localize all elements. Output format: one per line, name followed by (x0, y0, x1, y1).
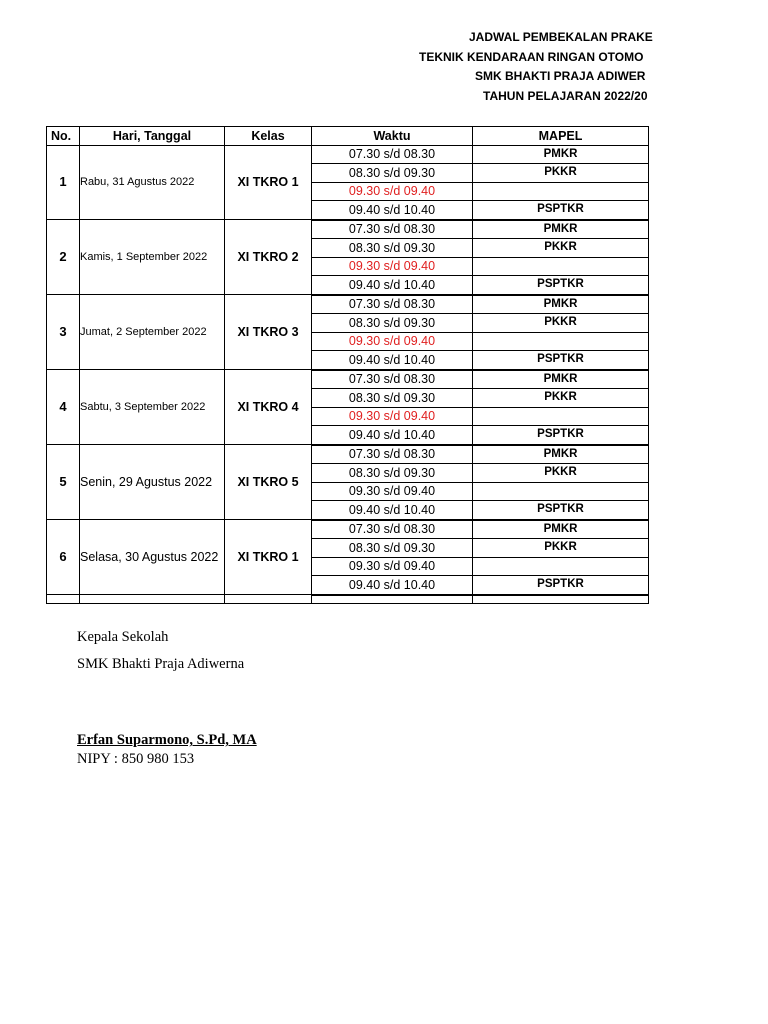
time-slot: 07.30 s/d 08.30 (312, 520, 473, 539)
time-slot: 09.40 s/d 10.40 (312, 351, 473, 370)
subject: PMKR (473, 445, 649, 464)
class-name: XI TKRO 3 (225, 295, 312, 370)
subject: PMKR (473, 295, 649, 314)
subject: PKKR (473, 164, 649, 183)
time-slot: 08.30 s/d 09.30 (312, 464, 473, 483)
time-slot: 08.30 s/d 09.30 (312, 164, 473, 183)
subject (473, 257, 649, 276)
time-slot: 09.30 s/d 09.40 (312, 332, 473, 351)
table-row (47, 145, 649, 164)
day-number: 3 (47, 295, 80, 370)
subject: PSPTKR (473, 426, 649, 445)
time-slot: 09.30 s/d 09.40 (312, 257, 473, 276)
header-year: TAHUN PELAJARAN 2022/20 (483, 88, 648, 103)
time-slot: 09.40 s/d 10.40 (312, 501, 473, 520)
col-header-mapel: MAPEL (473, 127, 649, 146)
time-slot: 07.30 s/d 08.30 (312, 220, 473, 239)
class-name: XI TKRO 1 (225, 520, 312, 595)
table-blank-row (47, 595, 649, 604)
subject: PSPTKR (473, 576, 649, 595)
schedule-body (47, 145, 649, 603)
time-slot: 09.30 s/d 09.40 (312, 407, 473, 426)
class-name: XI TKRO 1 (225, 145, 312, 220)
day-number: 4 (47, 370, 80, 445)
subject: PMKR (473, 220, 649, 239)
time-slot: 09.30 s/d 09.40 (312, 182, 473, 201)
signature-name: Erfan Suparmono, S.Pd, MA (77, 732, 257, 748)
class-name: XI TKRO 2 (225, 220, 312, 295)
blank-cell (80, 595, 225, 604)
col-header-waktu: Waktu (312, 127, 473, 146)
time-slot: 09.30 s/d 09.40 (312, 482, 473, 501)
subject (473, 407, 649, 426)
time-slot: 07.30 s/d 08.30 (312, 370, 473, 389)
subject: PKKR (473, 239, 649, 258)
time-slot: 07.30 s/d 08.30 (312, 295, 473, 314)
table-row (47, 295, 649, 314)
time-slot: 09.30 s/d 09.40 (312, 557, 473, 576)
time-slot: 09.40 s/d 10.40 (312, 576, 473, 595)
day-number: 6 (47, 520, 80, 595)
subject: PSPTKR (473, 276, 649, 295)
day-date: Jumat, 2 September 2022 (80, 295, 225, 370)
subject: PKKR (473, 464, 649, 483)
subject: PMKR (473, 370, 649, 389)
blank-cell (47, 595, 80, 604)
col-header-hari: Hari, Tanggal (80, 127, 225, 146)
signature-block (77, 624, 257, 767)
subject: PMKR (473, 145, 649, 164)
table-header-row (47, 127, 649, 146)
signature-title: Kepala Sekolah (77, 629, 169, 645)
day-date: Selasa, 30 Agustus 2022 (80, 520, 225, 595)
subject (473, 482, 649, 501)
day-number: 5 (47, 445, 80, 520)
blank-cell (225, 595, 312, 604)
document-header (400, 28, 768, 106)
day-date: Rabu, 31 Agustus 2022 (80, 145, 225, 220)
day-date: Kamis, 1 September 2022 (80, 220, 225, 295)
subject: PMKR (473, 520, 649, 539)
blank-cell (473, 595, 649, 604)
subject: PKKR (473, 539, 649, 558)
table-row (47, 445, 649, 464)
time-slot: 07.30 s/d 08.30 (312, 445, 473, 464)
subject (473, 332, 649, 351)
subject: PSPTKR (473, 201, 649, 220)
class-name: XI TKRO 4 (225, 370, 312, 445)
table-row (47, 220, 649, 239)
subject: PSPTKR (473, 351, 649, 370)
signature-nipy: NIPY : 850 980 153 (77, 751, 195, 767)
time-slot: 08.30 s/d 09.30 (312, 539, 473, 558)
col-header-no: No. (47, 127, 80, 146)
col-header-kelas: Kelas (225, 127, 312, 146)
day-date: Senin, 29 Agustus 2022 (80, 445, 225, 520)
time-slot: 08.30 s/d 09.30 (312, 389, 473, 408)
day-number: 1 (47, 145, 80, 220)
signature-school: SMK Bhakti Praja Adiwerna (77, 656, 245, 672)
subject: PSPTKR (473, 501, 649, 520)
subject (473, 557, 649, 576)
time-slot: 08.30 s/d 09.30 (312, 239, 473, 258)
class-name: XI TKRO 5 (225, 445, 312, 520)
day-number: 2 (47, 220, 80, 295)
subject: PKKR (473, 389, 649, 408)
table-row (47, 370, 649, 389)
blank-cell (312, 595, 473, 604)
time-slot: 09.40 s/d 10.40 (312, 426, 473, 445)
time-slot: 07.30 s/d 08.30 (312, 145, 473, 164)
time-slot: 09.40 s/d 10.40 (312, 201, 473, 220)
table-row (47, 520, 649, 539)
time-slot: 08.30 s/d 09.30 (312, 314, 473, 333)
subject: PKKR (473, 314, 649, 333)
schedule-table (46, 126, 649, 604)
header-school: SMK BHAKTI PRAJA ADIWER (475, 69, 646, 83)
subject (473, 182, 649, 201)
day-date: Sabtu, 3 September 2022 (80, 370, 225, 445)
time-slot: 09.40 s/d 10.40 (312, 276, 473, 295)
header-program: TEKNIK KENDARAAN RINGAN OTOMO (419, 49, 644, 64)
header-title: JADWAL PEMBEKALAN PRAKE (469, 30, 653, 44)
